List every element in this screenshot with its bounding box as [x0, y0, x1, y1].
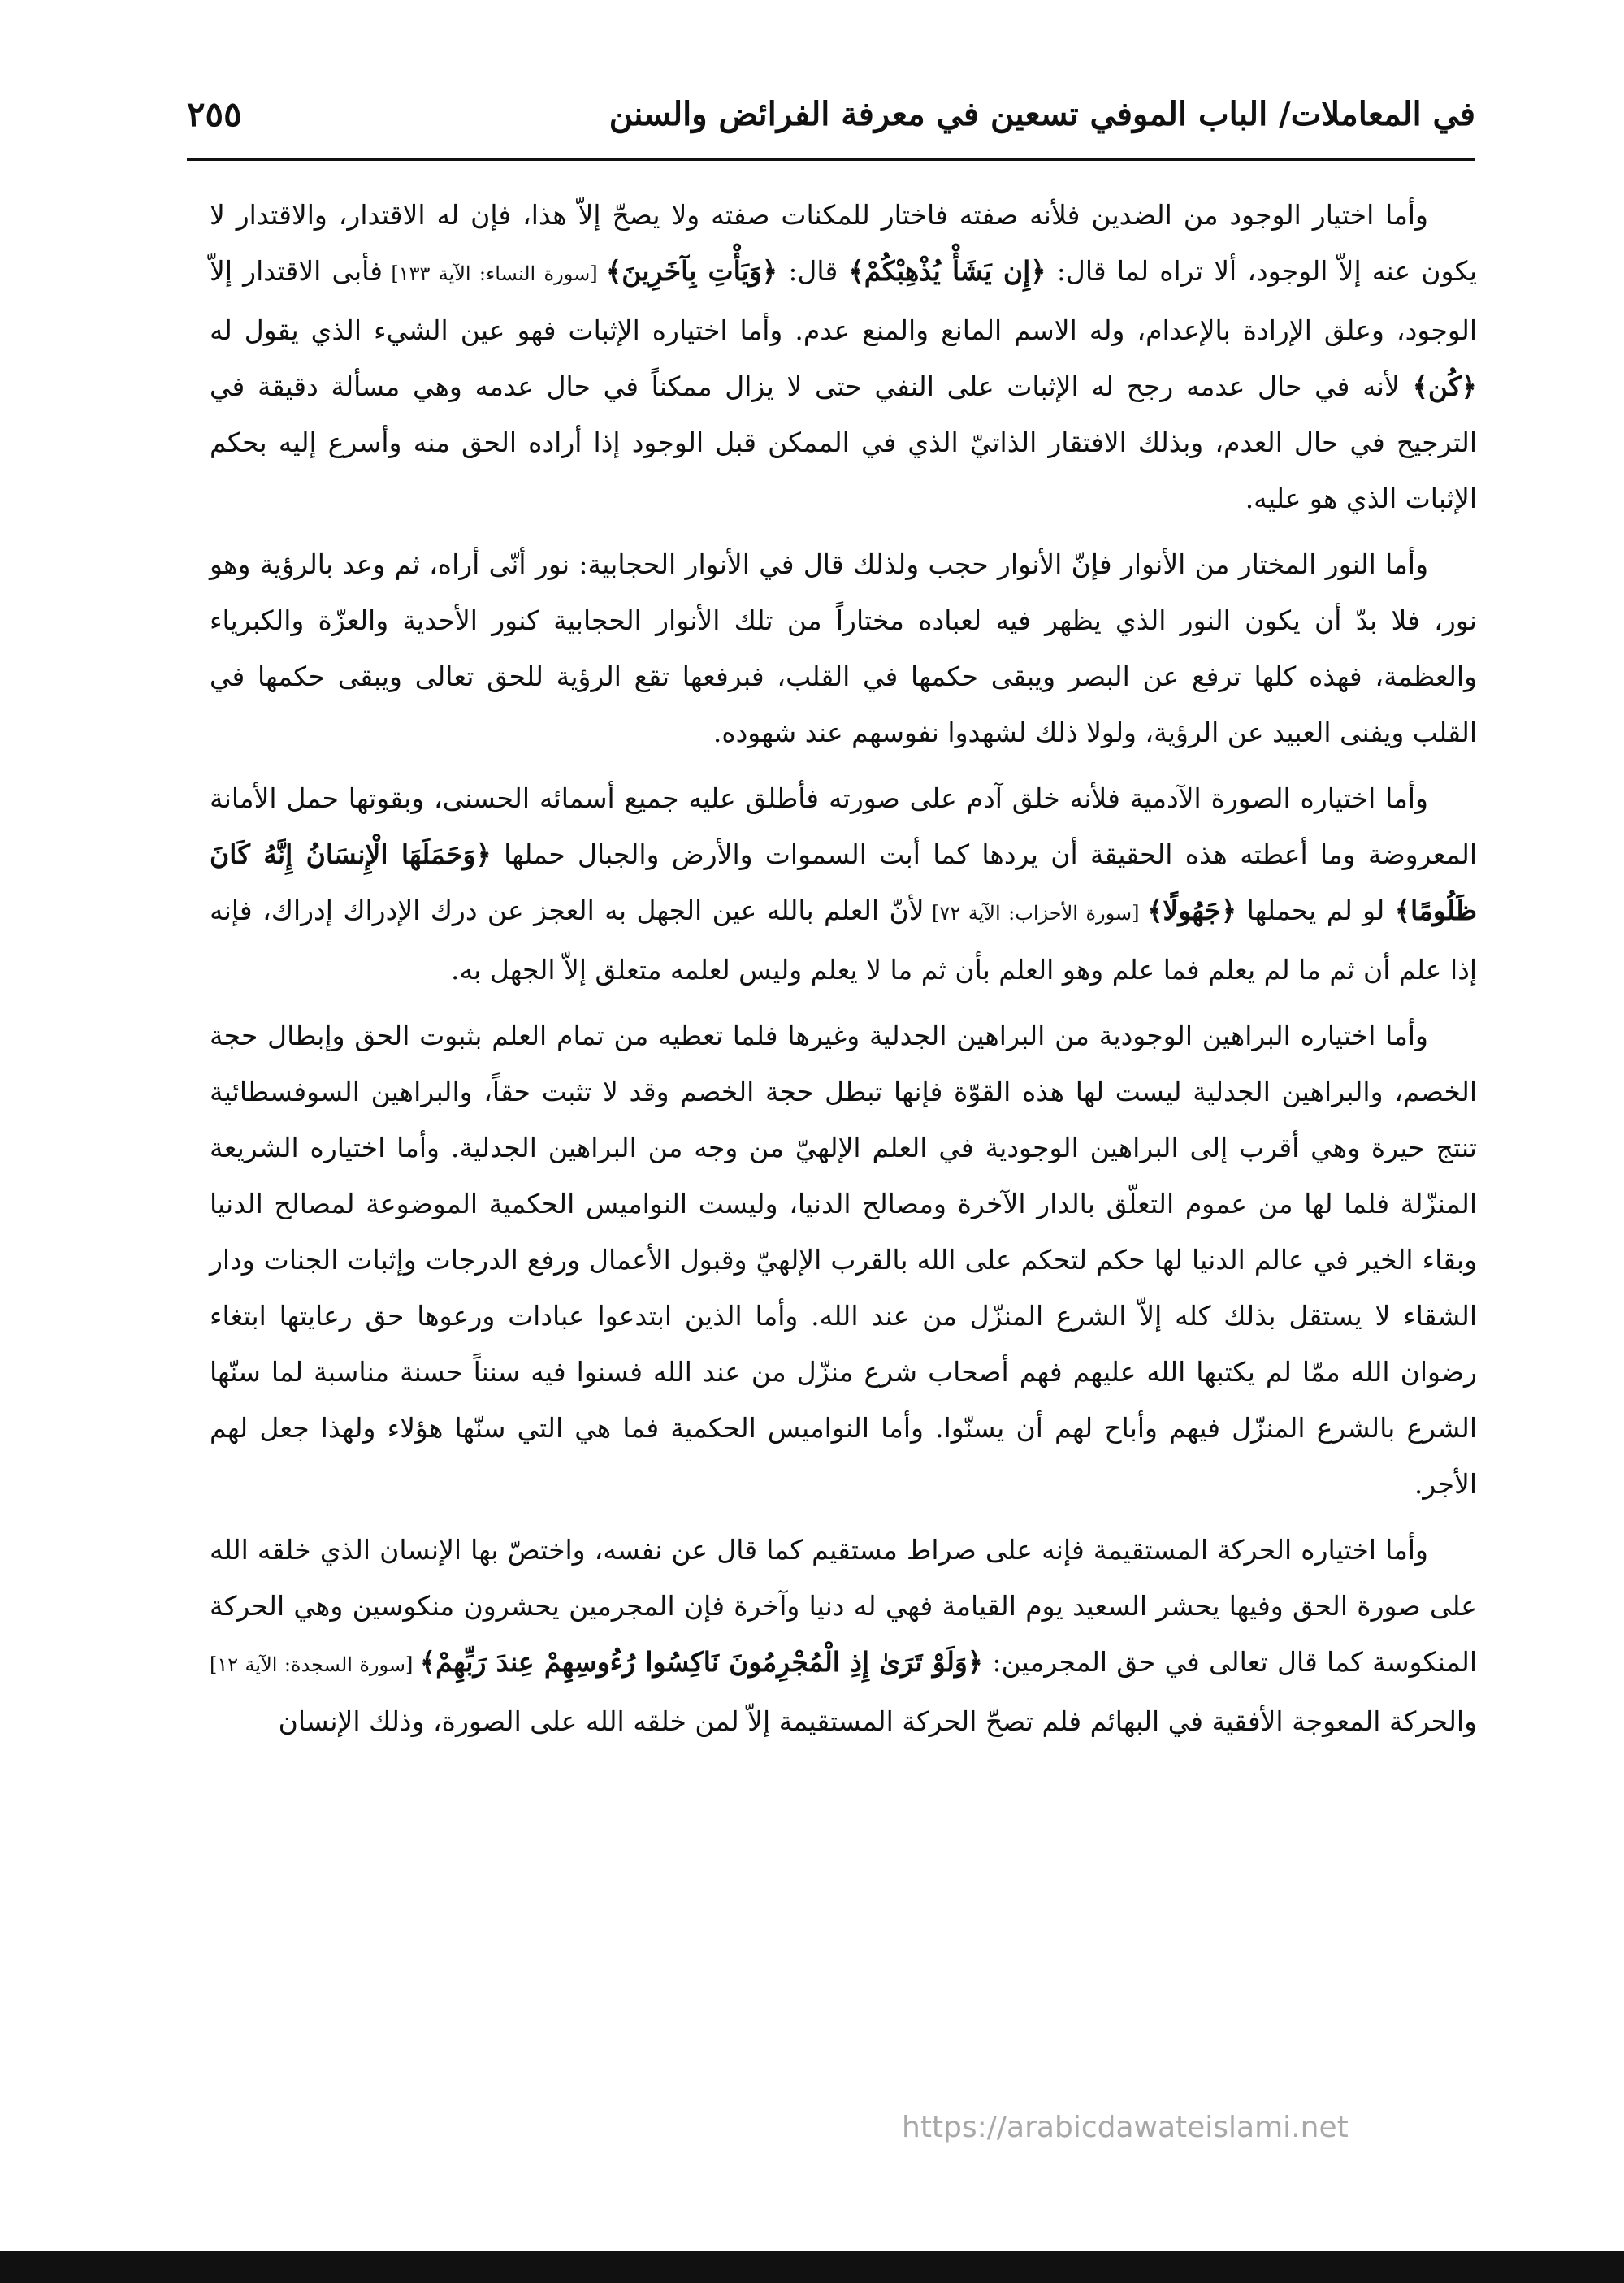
paragraph	[210, 770, 1477, 998]
text-run: وأما اختيار الوجود من الضدين فلأنه صفته فاختار للمكنات صفته ولا يصحّ إلاّ هذا، فإن له الاقتدار، والاقتدار لا يكون عنه إلاّ الوجود، ألا تراه لما قال:	[210, 199, 1478, 287]
text-run: لأنه في حال عدمه رجح له الإثبات على النفي حتى لا يزال ممكناً في حال عدمه وهي مسألة دقيقة في الترجيح في حال العدم، وبذلك الافتقار الذاتيّ الذي في الممكن قبل الوجود إذا أراده الحق منه وأسرع إليه بحكم الإثبات الذي هو عليه.	[210, 370, 1477, 514]
text-run: لو لم يحملها	[1236, 895, 1395, 926]
quran-verse: ﴿جَهُولًا﴾	[1147, 895, 1237, 926]
quran-verse: ﴿إِن يَشَأْ يُذْهِبْكُمْ﴾	[848, 255, 1046, 287]
verse-reference: [سورة الأحزاب: الآية ٧٢]	[924, 902, 1148, 925]
quran-verse: ﴿وَلَوْ تَرَىٰ إِذِ الْمُجْرِمُونَ نَاكِسُوا رُءُوسِهِمْ عِندَ رَبِّهِمْ﴾	[419, 1646, 984, 1678]
text-run: قال:	[777, 255, 849, 287]
header-rule	[187, 158, 1475, 161]
body-text	[210, 187, 1477, 1759]
page-number: ٢٥٥	[187, 93, 242, 134]
quran-verse: ﴿وَحَمَلَهَا الْإِنسَانُ إِنَّهُ كَانَ ظَلُومًا﴾	[210, 838, 1477, 926]
verse-reference: [سورة النساء: الآية ١٣٣]	[383, 262, 606, 285]
running-head: في المعاملات/ الباب الموفي تسعين في معرفة الفرائض والسنن	[608, 94, 1475, 133]
verse-reference: [سورة السجدة: الآية ١٢]	[210, 1653, 420, 1676]
text-run: وأما اختياره الحركة المستقيمة فإنه على صراط مستقيم كما قال عن نفسه، واختصّ بها الإنسان الذي خلقه الله على صورة الحق وفيها يحشر السعيد يوم القيامة فهي له دنيا وآخرة فإن المجرمين يحشرون منكوسين وهي الحركة المنكوسة كما قال تعالى في حق المجرمين:	[210, 1534, 1478, 1678]
text-run: فأبى الاقتدار إلاّ الوجود، وعلق الإرادة بالإعدام، وله الاسم المانع والمنع عدم. وأما اختياره الإثبات فهو عين الشيء الذي يقول له	[210, 255, 1477, 346]
quran-verse: ﴿كُن﴾	[1412, 370, 1477, 402]
quran-verse: ﴿وَيَأْتِ بِآخَرِينَ﴾	[605, 255, 778, 287]
text-run: لأنّ العلم بالله عين الجهل به العجز عن درك الإدراك إدراك، فإنه إذا علم أن ثم ما لم يعلم فما علم وهو العلم بأن ثم ما لا يعلم وليس لعلمه متعلق إلاّ الجهل به.	[210, 895, 1477, 986]
paragraph: وأما النور المختار من الأنوار فإنّ الأنوار حجب ولذلك قال في الأنوار الحجابية: نور أنّى أراه، ثم وعد بالرؤية وهو نور، فلا بدّ أن يكون النور الذي يظهر فيه لعباده مختاراً من تلك الأنوار الحجابية كنور الأحدية والعزّة والكبرياء والعظمة، فهذه كلها ترفع عن البصر ويبقى حكمها في القلب، فبرفعها تقع الرؤية للحق تعالى ويبقى حكمها في القلب ويفنى العبيد عن الرؤية، ولولا ذلك لشهدوا نفوسهم عند شهوده.	[210, 548, 1477, 748]
text-run: وأما اختياره الصورة الآدمية فلأنه خلق آدم على صورته فأطلق عليه جميع أسمائه الحسنى، وبقوتها حمل الأمانة المعروضة وما أعطته هذه الحقيقة أن يردها كما أبت السموات والأرض والجبال حملها	[210, 782, 1477, 870]
watermark-url: https://arabicdawateislami.net	[902, 2111, 1349, 2144]
paragraph: وأما اختياره البراهين الوجودية من البراهين الجدلية وغيرها فلما تعطيه من تمام العلم بثبوت الحق وإبطال حجة الخصم، والبراهين الجدلية ليست لها هذه القوّة فإنها تبطل حجة الخصم وقد لا تثبت حقاً، والبراهين السوفسطائية تنتج حيرة وهي أقرب إلى البراهين الوجودية في العلم الإلهيّ من وجه من البراهين الجدلية. وأما اختياره الشريعة المنزّلة فلما لها من عموم التعلّق بالدار الآخرة ومصالح الدنيا، وليست النواميس الحكمية الموضوعة لمصالح الدنيا وبقاء الخير في عالم الدنيا لها حكم لتحكم على الله بالقرب الإلهيّ وقبول الأعمال ورفع الدرجات وإثبات الجنات ودار الشقاء لا يستقل بذلك كله إلاّ الشرع المنزّل من عند الله. وأما الذين ابتدعوا عبادات ورعوها حق رعايتها ابتغاء رضوان الله ممّا لم يكتبها الله عليهم فهم أصحاب شرع منزّل من عند الله فسنوا فيه سنناً حسنة مناسبة لما سنّها الشرع بالشرع المنزّل فيهم وأباح لهم أن يسنّوا. وأما النواميس الحكمية فما هي التي سنّها هؤلاء ولهذا جعل لهم الأجر.	[210, 1020, 1477, 1500]
paragraph	[210, 187, 1477, 526]
page-header	[187, 77, 1475, 150]
paragraph	[210, 1522, 1477, 1749]
text-run: والحركة المعوجة الأفقية في البهائم فلم تصحّ الحركة المستقيمة إلاّ لمن خلقه الله على الصورة، وذلك الإنسان	[278, 1705, 1477, 1737]
scan-bottom-edge	[0, 2251, 1624, 2283]
